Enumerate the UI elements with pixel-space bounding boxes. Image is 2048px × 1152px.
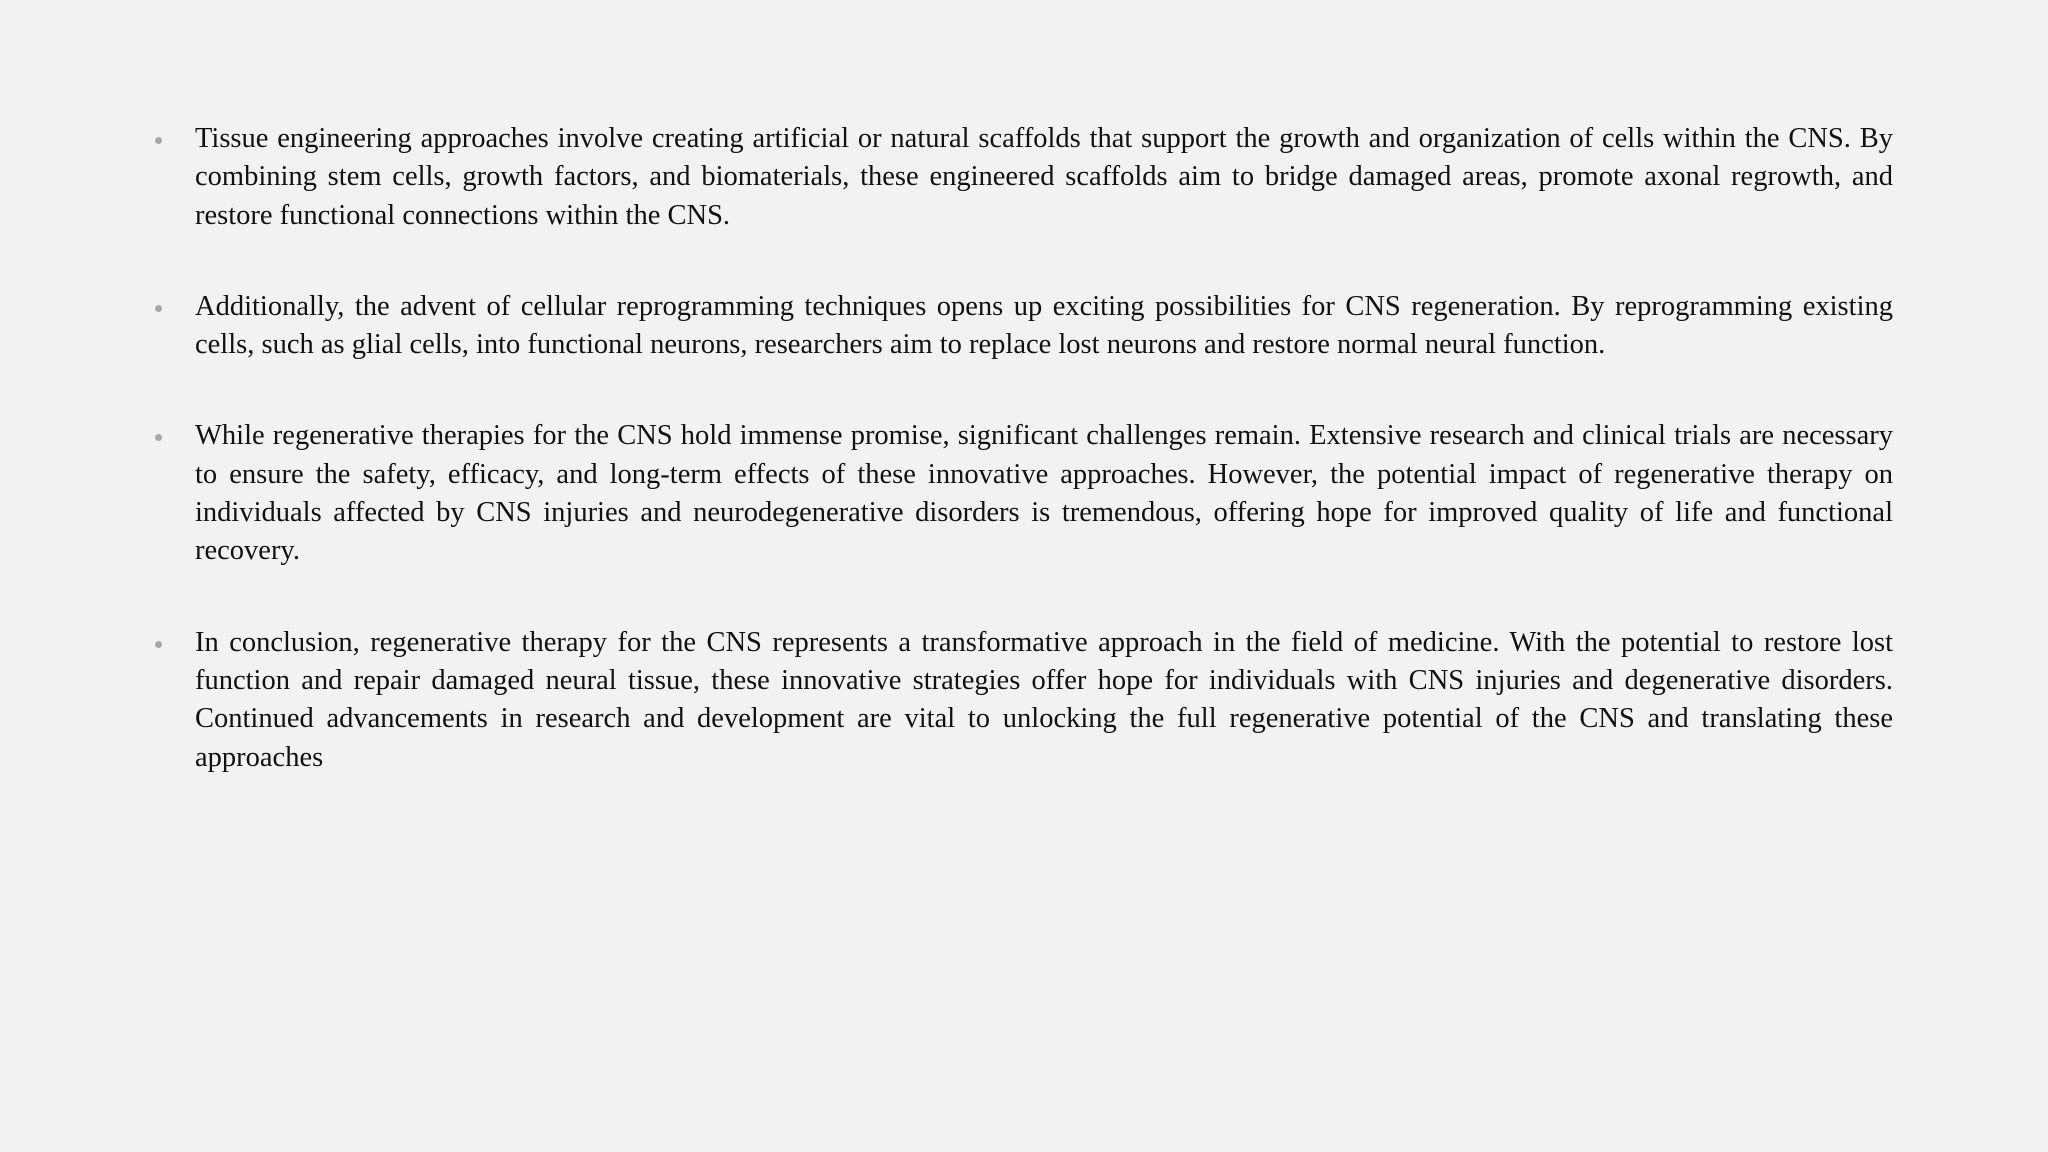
- bullet-list: [155, 120, 1893, 777]
- bullet-text: While regenerative therapies for the CNS hold immense promise, significant challenges remain. Extensive research and clinical trials are necessary to ensure the safety, efficacy, and long-term effects of these innovative approaches. However, the potential impact of regenerative therapy on individuals affected by CNS injuries and neurodegenerative disorders is tremendous, offering hope for improved quality of life and functional recovery.: [195, 420, 1893, 567]
- bullet-dot-icon: [155, 434, 162, 441]
- bullet-dot-icon: [155, 641, 162, 648]
- bullet-text: In conclusion, regenerative therapy for the CNS represents a transformative approach in the field of medicine. With the potential to restore lost function and repair damaged neural tissue, these innovative strategies offer hope for individuals with CNS injuries and degenerative disorders. Continued advancements in research and development are vital to unlocking the full regenerative potential of the CNS and translating these approaches: [195, 626, 1893, 773]
- bullet-text: Additionally, the advent of cellular reprogramming techniques opens up exciting possibilities for CNS regeneration. By reprogramming existing cells, such as glial cells, into functional neurons, researchers aim to replace lost neurons and restore normal neural function.: [195, 290, 1893, 361]
- bullet-text: Tissue engineering approaches involve creating artificial or natural scaffolds that support the growth and organization of cells within the CNS. By combining stem cells, growth factors, and biomaterials, these engineered scaffolds aim to bridge damaged areas, promote axonal regrowth, and restore functional connections within the CNS.: [195, 123, 1893, 231]
- bullet-item-cellular-reprogramming: [155, 288, 1893, 365]
- bullet-item-tissue-engineering: [155, 120, 1893, 235]
- bullet-dot-icon: [155, 137, 162, 144]
- bullet-dot-icon: [155, 305, 162, 312]
- bullet-item-conclusion: [155, 624, 1893, 777]
- bullet-item-challenges: [155, 417, 1893, 570]
